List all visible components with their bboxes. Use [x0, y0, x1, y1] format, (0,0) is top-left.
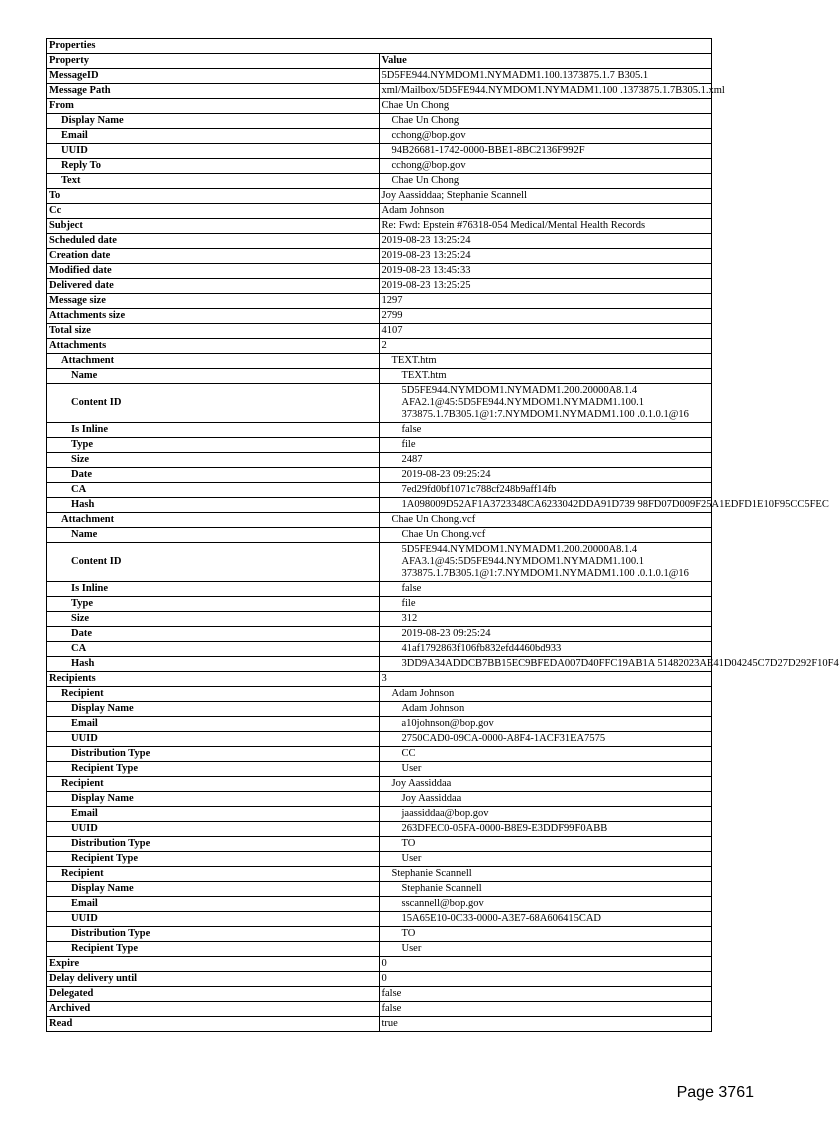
property-value: cchong@bop.gov	[379, 129, 712, 144]
property-name: Is Inline	[47, 582, 380, 597]
value-column-header: Value	[379, 54, 712, 69]
property-name: Is Inline	[47, 423, 380, 438]
property-name: Delay delivery until	[47, 972, 380, 987]
property-name: Date	[47, 468, 380, 483]
property-name: Display Name	[47, 702, 380, 717]
table-row	[47, 987, 712, 1002]
property-name: Recipient Type	[47, 942, 380, 957]
property-name: Size	[47, 453, 380, 468]
property-name: Scheduled date	[47, 234, 380, 249]
property-name: Reply To	[47, 159, 380, 174]
property-name: Email	[47, 129, 380, 144]
property-value: sscannell@bop.gov	[379, 897, 712, 912]
table-row	[47, 672, 712, 687]
property-column-header: Property	[47, 54, 380, 69]
property-name: Cc	[47, 204, 380, 219]
property-name: Date	[47, 627, 380, 642]
property-name: UUID	[47, 822, 380, 837]
table-row	[47, 219, 712, 234]
property-name: Message Path	[47, 84, 380, 99]
table-row	[47, 657, 712, 672]
property-value: Joy Aassiddaa	[379, 777, 712, 792]
property-name: Recipient	[47, 777, 380, 792]
property-value: true	[379, 1017, 712, 1032]
table-row	[47, 882, 712, 897]
table-row	[47, 294, 712, 309]
table-row	[47, 582, 712, 597]
property-name: Modified date	[47, 264, 380, 279]
property-name: Recipient Type	[47, 852, 380, 867]
table-row	[47, 528, 712, 543]
property-name: MessageID	[47, 69, 380, 84]
property-value: false	[379, 423, 712, 438]
table-row	[47, 189, 712, 204]
property-name: Attachments	[47, 339, 380, 354]
table-row	[47, 762, 712, 777]
property-value: TEXT.htm	[379, 354, 712, 369]
property-name: Creation date	[47, 249, 380, 264]
property-value: 94B26681-1742-0000-BBE1-8BC2136F992F	[379, 144, 712, 159]
property-value: 263DFEC0-05FA-0000-B8E9-E3DDF99F0ABB	[379, 822, 712, 837]
property-value: Adam Johnson	[379, 204, 712, 219]
table-row	[47, 972, 712, 987]
property-value: 5D5FE944.NYMDOM1.NYMADM1.200.20000A8.1.4 AFA2.1@45:5D5FE944.NYMDOM1.NYMADM1.100.1 373875.1.7B305.1@1:7.NYMDOM1.NYMADM1.100 .0.1.0.1@16	[379, 384, 712, 423]
property-name: Read	[47, 1017, 380, 1032]
table-row	[47, 837, 712, 852]
table-row	[47, 309, 712, 324]
table-row	[47, 144, 712, 159]
property-value: Chae Un Chong	[379, 99, 712, 114]
property-value: 3DD9A34ADDCB7BB15EC9BFEDA007D40FFC19AB1A 51482023AE41D04245C7D27D292F10F4	[379, 657, 712, 672]
property-value: 2799	[379, 309, 712, 324]
property-value: Chae Un Chong	[379, 174, 712, 189]
table-row	[47, 927, 712, 942]
property-value: a10johnson@bop.gov	[379, 717, 712, 732]
property-value: 312	[379, 612, 712, 627]
property-value: User	[379, 852, 712, 867]
table-row	[47, 687, 712, 702]
property-name: Delivered date	[47, 279, 380, 294]
table-row	[47, 852, 712, 867]
property-name: From	[47, 99, 380, 114]
table-row	[47, 159, 712, 174]
property-value: file	[379, 597, 712, 612]
property-value: Joy Aassiddaa	[379, 792, 712, 807]
property-name: Name	[47, 369, 380, 384]
table-row	[47, 627, 712, 642]
property-name: Expire	[47, 957, 380, 972]
property-value: 2019-08-23 13:45:33	[379, 264, 712, 279]
property-name: Distribution Type	[47, 927, 380, 942]
table-row	[47, 384, 712, 423]
table-row	[47, 114, 712, 129]
property-name: Size	[47, 612, 380, 627]
property-value: Chae Un Chong.vcf	[379, 513, 712, 528]
property-name: Recipient Type	[47, 762, 380, 777]
property-value: Stephanie Scannell	[379, 882, 712, 897]
property-value: 2019-08-23 13:25:25	[379, 279, 712, 294]
table-row	[47, 942, 712, 957]
table-row	[47, 897, 712, 912]
table-row	[47, 453, 712, 468]
property-value: 2019-08-23 13:25:24	[379, 234, 712, 249]
property-value: false	[379, 582, 712, 597]
property-name: Recipients	[47, 672, 380, 687]
property-name: Hash	[47, 498, 380, 513]
property-name: Content ID	[47, 384, 380, 423]
property-name: CA	[47, 642, 380, 657]
table-row	[47, 1017, 712, 1032]
table-row	[47, 777, 712, 792]
table-header-row	[47, 54, 712, 69]
property-value: Adam Johnson	[379, 702, 712, 717]
table-row	[47, 234, 712, 249]
property-name: Email	[47, 897, 380, 912]
property-name: Display Name	[47, 114, 380, 129]
table-row	[47, 867, 712, 882]
property-value: TO	[379, 927, 712, 942]
property-name: Distribution Type	[47, 837, 380, 852]
property-name: Archived	[47, 1002, 380, 1017]
property-value: false	[379, 1002, 712, 1017]
table-row	[47, 732, 712, 747]
table-title-row	[47, 39, 712, 54]
table-row	[47, 249, 712, 264]
table-title: Properties	[47, 39, 712, 54]
table-row	[47, 747, 712, 762]
property-value: 0	[379, 972, 712, 987]
property-value: 2019-08-23 09:25:24	[379, 468, 712, 483]
property-value: 2019-08-23 09:25:24	[379, 627, 712, 642]
property-value: Stephanie Scannell	[379, 867, 712, 882]
table-row	[47, 717, 712, 732]
table-row	[47, 822, 712, 837]
property-value: 3	[379, 672, 712, 687]
page-number: Page 3761	[676, 1084, 754, 1101]
property-value: Re: Fwd: Epstein #76318-054 Medical/Mental Health Records	[379, 219, 712, 234]
table-row	[47, 957, 712, 972]
property-name: Hash	[47, 657, 380, 672]
property-name: Type	[47, 438, 380, 453]
table-row	[47, 912, 712, 927]
property-value: 2019-08-23 13:25:24	[379, 249, 712, 264]
property-value: CC	[379, 747, 712, 762]
table-row	[47, 84, 712, 99]
table-row	[47, 339, 712, 354]
property-name: Distribution Type	[47, 747, 380, 762]
property-name: UUID	[47, 732, 380, 747]
table-row	[47, 498, 712, 513]
property-name: Attachment	[47, 513, 380, 528]
property-value: 0	[379, 957, 712, 972]
property-value: false	[379, 987, 712, 1002]
property-name: Display Name	[47, 792, 380, 807]
property-name: Name	[47, 528, 380, 543]
table-row	[47, 597, 712, 612]
table-row	[47, 69, 712, 84]
property-value: 1297	[379, 294, 712, 309]
property-value: file	[379, 438, 712, 453]
table-row	[47, 279, 712, 294]
table-row	[47, 483, 712, 498]
property-value: 41af1792863f106fb832efd4460bd933	[379, 642, 712, 657]
property-value: 1A098009D52AF1A3723348CA6233042DDA91D739 98FD07D009F25A1EDFD1E10F95CC5FEC	[379, 498, 712, 513]
property-name: Type	[47, 597, 380, 612]
property-value: Chae Un Chong	[379, 114, 712, 129]
property-value: 2	[379, 339, 712, 354]
property-value: 7ed29fd0bf1071c788cf248b9aff14fb	[379, 483, 712, 498]
table-row	[47, 513, 712, 528]
property-value: User	[379, 762, 712, 777]
property-name: Recipient	[47, 867, 380, 882]
table-row	[47, 642, 712, 657]
property-value: 5D5FE944.NYMDOM1.NYMADM1.100.1373875.1.7 B305.1	[379, 69, 712, 84]
property-name: Text	[47, 174, 380, 189]
property-value: 4107	[379, 324, 712, 339]
property-name: Delegated	[47, 987, 380, 1002]
property-name: Recipient	[47, 687, 380, 702]
property-name: CA	[47, 483, 380, 498]
property-value: 2487	[379, 453, 712, 468]
table-row	[47, 99, 712, 114]
property-name: Email	[47, 807, 380, 822]
property-value: Joy Aassiddaa; Stephanie Scannell	[379, 189, 712, 204]
table-row	[47, 264, 712, 279]
property-name: Message size	[47, 294, 380, 309]
property-value: 5D5FE944.NYMDOM1.NYMADM1.200.20000A8.1.4 AFA3.1@45:5D5FE944.NYMDOM1.NYMADM1.100.1 373875.1.7B305.1@1:7.NYMDOM1.NYMADM1.100 .0.1.0.1@16	[379, 543, 712, 582]
table-row	[47, 612, 712, 627]
property-value: User	[379, 942, 712, 957]
property-name: Subject	[47, 219, 380, 234]
property-name: Total size	[47, 324, 380, 339]
property-name: Attachments size	[47, 309, 380, 324]
property-name: Attachment	[47, 354, 380, 369]
table-row	[47, 204, 712, 219]
table-row	[47, 324, 712, 339]
property-value: Chae Un Chong.vcf	[379, 528, 712, 543]
table-row	[47, 543, 712, 582]
table-row	[47, 174, 712, 189]
property-name: Content ID	[47, 543, 380, 582]
property-value: Adam Johnson	[379, 687, 712, 702]
table-row	[47, 807, 712, 822]
table-row	[47, 129, 712, 144]
property-name: Email	[47, 717, 380, 732]
table-row	[47, 423, 712, 438]
property-value: TEXT.htm	[379, 369, 712, 384]
property-value: TO	[379, 837, 712, 852]
property-value: jaassiddaa@bop.gov	[379, 807, 712, 822]
table-row	[47, 702, 712, 717]
property-value: 15A65E10-0C33-0000-A3E7-68A606415CAD	[379, 912, 712, 927]
property-name: Display Name	[47, 882, 380, 897]
table-row	[47, 369, 712, 384]
property-name: To	[47, 189, 380, 204]
property-value: xml/Mailbox/5D5FE944.NYMDOM1.NYMADM1.100 .1373875.1.7B305.1.xml	[379, 84, 712, 99]
property-name: UUID	[47, 144, 380, 159]
table-row	[47, 354, 712, 369]
property-value: cchong@bop.gov	[379, 159, 712, 174]
table-row	[47, 468, 712, 483]
properties-table	[46, 38, 839, 1032]
table-row	[47, 792, 712, 807]
table-row	[47, 1002, 712, 1017]
property-name: UUID	[47, 912, 380, 927]
property-value: 2750CAD0-09CA-0000-A8F4-1ACF31EA7575	[379, 732, 712, 747]
table-row	[47, 438, 712, 453]
